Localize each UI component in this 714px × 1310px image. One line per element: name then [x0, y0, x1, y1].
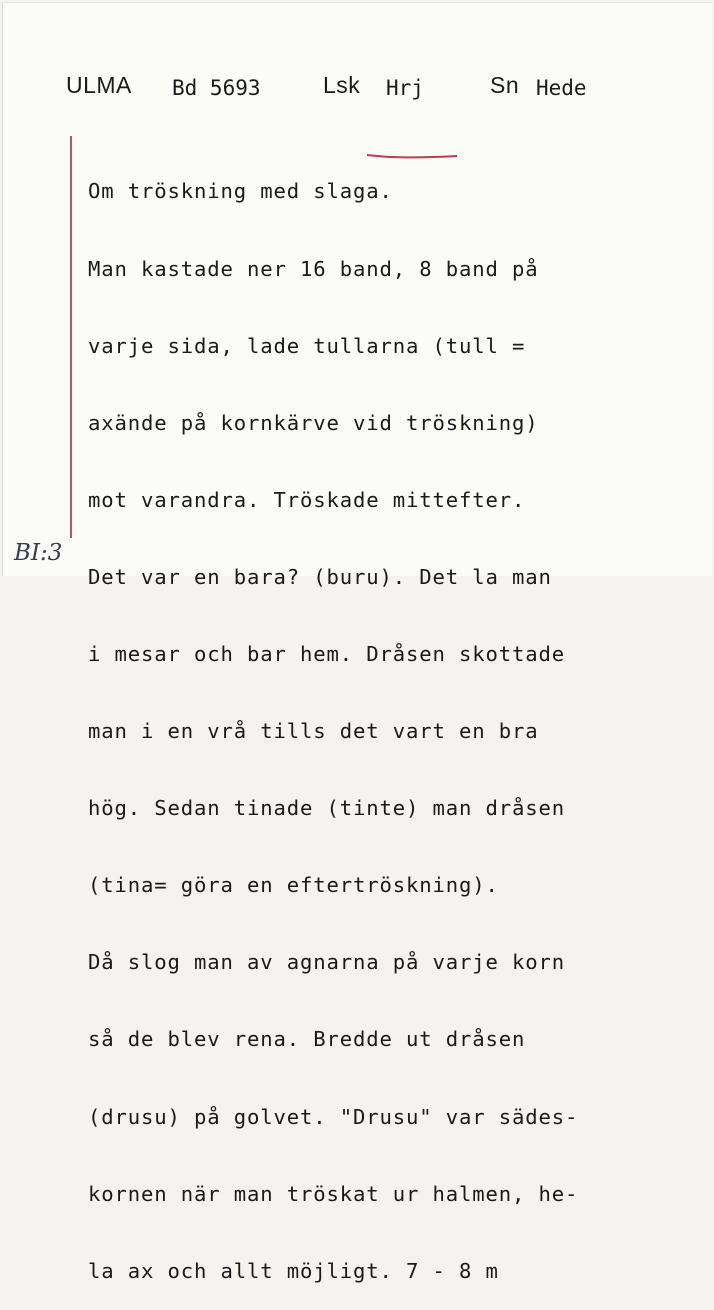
- text-line: man i en vrå tills det vart en bra: [88, 719, 539, 744]
- text-line: så de blev rena. Bredde ut dråsen: [88, 1027, 526, 1052]
- body-text: [88, 128, 703, 1310]
- text-line: i mesar och bar hem. Dråsen skottade: [88, 641, 565, 666]
- text-line: mot varandra. Tröskade mittefter.: [88, 487, 526, 512]
- margin-line: [70, 136, 72, 538]
- text-line: Då slog man av agnarna på varje korn: [88, 950, 565, 975]
- archive-label: ULMA: [66, 72, 132, 98]
- text-line: Man kastade ner 16 band, 8 band på: [88, 256, 539, 281]
- text-line: (drusu) på golvet. "Drusu" var sädes-: [88, 1104, 579, 1129]
- record-number: Bd 5693: [172, 76, 261, 100]
- sn-label: Sn: [490, 72, 520, 98]
- text-line: varje sida, lade tullarna (tull =: [88, 333, 526, 358]
- lsk-value: Hrj: [386, 76, 424, 100]
- text-line: Om tröskning med slaga.: [88, 179, 393, 204]
- text-line: la ax och allt möjligt. 7 - 8 m: [88, 1258, 499, 1283]
- card-header: [0, 72, 714, 108]
- lsk-label: Lsk: [323, 72, 361, 98]
- text-line: axände på kornkärve vid tröskning): [88, 410, 539, 435]
- text-line: (tina= göra en eftertröskning).: [88, 873, 499, 898]
- text-line: hög. Sedan tinade (tinte) man dråsen: [88, 796, 565, 821]
- handwritten-note: BI:3: [14, 540, 63, 566]
- sn-value: Hede: [536, 76, 587, 100]
- text-line: Det var en bara? (buru). Det la man: [88, 564, 552, 589]
- text-line: kornen när man tröskat ur halmen, he-: [88, 1181, 579, 1206]
